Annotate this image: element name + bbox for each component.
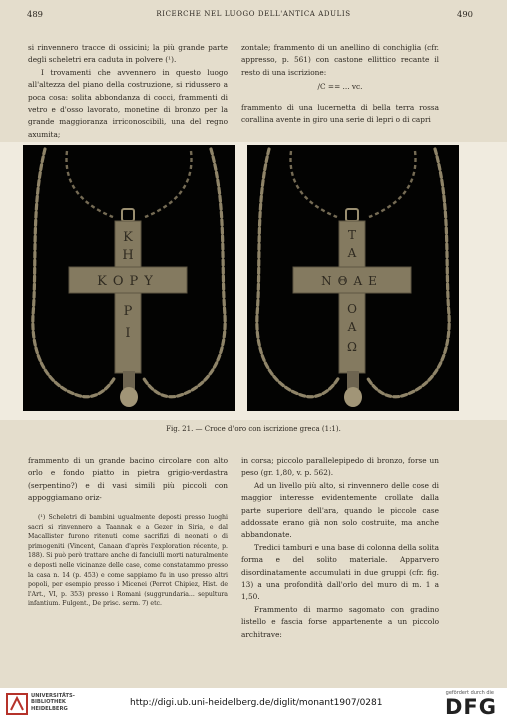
chain-inner-right [369,151,416,217]
chain-inner-left [290,151,337,217]
text-column-top-left [28,42,228,141]
dfg-logo: DFG [444,695,497,719]
cross-letter: Η [122,248,134,263]
paragraph: zontale; frammento di un anellino di conchiglia (cfr. appresso, p. 561) con castone ellittico recante il resto di una iscrizione: [241,43,439,77]
text-column-top-right [241,42,439,126]
cross-photo-back [247,145,459,411]
cross-back-illustration [247,145,459,411]
cross-letter: Κ [123,230,133,245]
cross-front-illustration [23,145,235,411]
source-url-link[interactable]: http://digi.ub.uni-heidelberg.de/diglit/monant1907/0281 [130,698,383,708]
paragraph: Ad un livello più alto, si rinvennero delle cose di maggior interesse evidentemente crollate dalla parte superiore dell'ara, quando le piccole case addossate erano già non solo costruite, ma anche abbandonate. [241,480,439,540]
library-name: UNIVERSITÄTS- BIBLIOTHEK HEIDELBERG [31,693,75,712]
cross-letter: Α [347,246,357,260]
page-number-left: 489 [27,9,43,19]
paragraph: frammento di un grande bacino circolare con alto orlo e fondo piatto in pietra grigio-verdastra (serpentino?) e di vasi simili più piccoli con appoggiamano oriz- [28,456,228,503]
text-column-bottom-right [241,455,439,641]
paragraph: Frammento di marmo sagomato con gradino listello e fascia forse appartenente a un piccolo architrave: [241,604,439,639]
figure-caption: Fig. 21. — Croce d'oro con iscrizione greca (1:1). [166,425,341,433]
cross-loop [346,209,358,221]
cross-letter: Ι [125,326,131,341]
digitization-footer [0,688,507,720]
pendant [120,387,138,407]
cross-letter: Ο [347,302,357,316]
cross-inscription-horizontal: ΝΘΑΕ [321,274,383,288]
chain-inner-right [145,151,192,217]
paragraph: si rinvennero tracce di ossicini; la più grande parte degli scheletri era caduta in polvere (¹). [28,43,228,65]
inscription-text: /C == ... vc. [317,82,363,92]
chain-inner-left [66,151,113,217]
cross-letter: Τ [347,228,357,242]
text-column-bottom-left [28,455,228,505]
cross-inscription-horizontal: ΚΟΡΥ [97,274,159,289]
cross-letter: Ρ [123,304,133,319]
paragraph: I trovamenti che avvennero in questo luogo all'altezza del piano della costruzione, si ridussero a poca cosa: solita abbondanza di cocci, frammenti di vetro e d'osso lavorato, monetine di bronzo per la grande maggioranza irriconoscibili, una del regno axumita; [28,67,228,139]
cross-photo-front [23,145,235,411]
footnote-text: (¹) Scheletri di bambini ugualmente deposti presso luoghi sacri si rinvennero a Taannak e a Gezer in Siria, e dal Macallister furono ritenuti come sacrifizi di neonati o di primogeniti (Vincent, Canaan d'après l'exploration récente, p. 188). Si può però trattare anche di fanciulli morti naturalmente e deposti nelle vicinanze delle case, come constatammo presso la casa n. 14 (p. 453) e come sappiamo fu in uso presso altri popoli, per esempio presso i Micenei (Perrot Chipiez, Hist. de l'Art., VI, p. 353) presso i Romani (suggrundaria... sepultura infantium. Fulgent., De prisc. serm. 7) etc. [28,514,229,608]
cross-loop [122,209,134,221]
paragraph: in corsa; piccolo parallelepipedo di bronzo, forse un peso (gr. 1,80, v. p. 562). [241,456,439,478]
paragraph: Tredici tamburi e una base di colonna della solita forma e del solito materiale. Apparvero disordinatamente accumulati in due gruppi (cfr. fig. 13) a una profondità dall'orlo del muro di m. 1 a 1,50. [241,542,439,602]
funding-note: gefördert durch die [445,690,494,696]
footnote [28,513,228,609]
cross-letter: Ω [347,340,357,354]
running-title: RICERCHE NEL LUOGO DELL'ANTICA ADULIS [156,10,351,18]
pendant [344,387,362,407]
cross-letter: Α [347,320,357,334]
paragraph: frammento di una lucernetta di bella terra rossa corallina avente in giro una serie di lepri o di capri [241,102,439,125]
university-library-logo-icon [6,692,28,716]
page-number-right: 490 [457,9,473,19]
running-header [0,9,507,23]
